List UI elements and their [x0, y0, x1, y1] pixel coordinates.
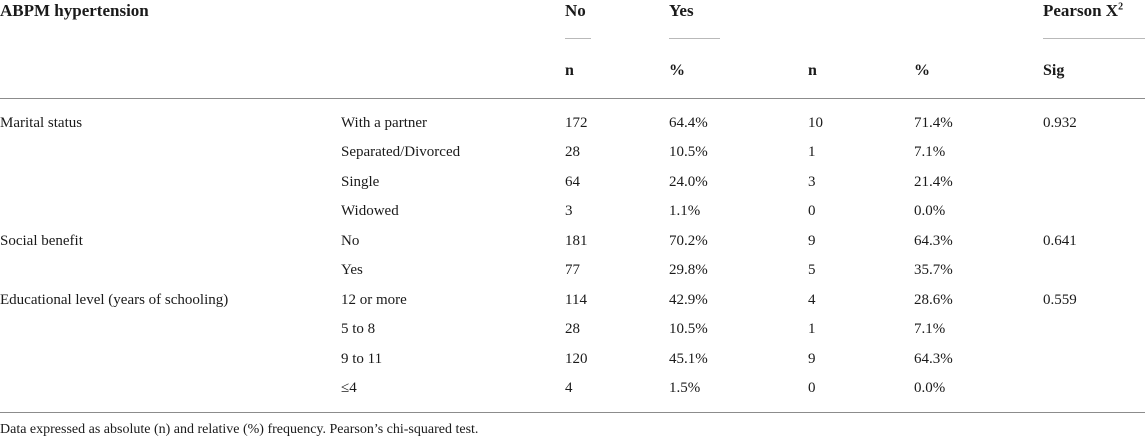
row-sig: 0.932 — [1043, 115, 1077, 131]
subheader-n-yes: n — [808, 62, 817, 79]
row-sig: 0.641 — [1043, 233, 1077, 249]
table-bottom-rule — [0, 412, 1145, 413]
row-sig: 0.559 — [1043, 292, 1077, 308]
row-n-no: 172 — [565, 115, 588, 131]
row-n-no: 28 — [565, 321, 580, 337]
row-pct-no: 70.2% — [669, 233, 708, 249]
row-n-no: 77 — [565, 262, 580, 278]
row-subcategory: Widowed — [341, 203, 399, 219]
row-n-yes: 0 — [808, 380, 816, 396]
row-subcategory: No — [341, 233, 360, 249]
row-n-no: 120 — [565, 351, 588, 367]
row-pct-yes: 64.3% — [914, 233, 953, 249]
row-n-yes: 1 — [808, 321, 816, 337]
header-pearson-sup: 2 — [1118, 1, 1124, 13]
header-yes-underline — [669, 38, 720, 39]
row-n-yes: 10 — [808, 115, 823, 131]
row-pct-yes: 28.6% — [914, 292, 953, 308]
row-pct-no: 24.0% — [669, 174, 708, 190]
row-pct-yes: 64.3% — [914, 351, 953, 367]
row-subcategory: 12 or more — [341, 292, 407, 308]
table-footnote: Data expressed as absolute (n) and relative (%) frequency. Pearson’s chi-squared test. — [0, 422, 479, 437]
row-subcategory: Yes — [341, 262, 363, 278]
row-n-yes: 9 — [808, 233, 816, 249]
header-no: No — [565, 1, 586, 20]
row-pct-yes: 0.0% — [914, 203, 946, 219]
header-pearson — [1043, 2, 1123, 20]
row-subcategory: 5 to 8 — [341, 321, 376, 337]
row-n-yes: 4 — [808, 292, 816, 308]
row-subcategory: 9 to 11 — [341, 351, 383, 367]
row-pct-yes: 7.1% — [914, 321, 946, 337]
row-pct-no: 10.5% — [669, 321, 708, 337]
row-pct-no: 1.1% — [669, 203, 701, 219]
row-pct-yes: 0.0% — [914, 380, 946, 396]
row-pct-no: 29.8% — [669, 262, 708, 278]
row-n-no: 181 — [565, 233, 588, 249]
row-pct-yes: 71.4% — [914, 115, 953, 131]
row-pct-no: 64.4% — [669, 115, 708, 131]
row-pct-yes: 35.7% — [914, 262, 953, 278]
row-n-yes: 5 — [808, 262, 816, 278]
row-subcategory: With a partner — [341, 115, 428, 131]
table-title: ABPM hypertension — [0, 1, 149, 20]
row-n-no: 114 — [565, 292, 587, 308]
row-category: Marital status — [0, 115, 83, 131]
header-yes: Yes — [669, 1, 694, 20]
row-n-no: 4 — [565, 380, 573, 396]
row-pct-yes: 7.1% — [914, 144, 946, 160]
row-n-no: 28 — [565, 144, 580, 160]
row-n-yes: 0 — [808, 203, 816, 219]
row-n-yes: 1 — [808, 144, 816, 160]
row-subcategory: Separated/Divorced — [341, 144, 461, 160]
subheader-sig: Sig — [1043, 62, 1065, 79]
row-subcategory: ≤4 — [341, 380, 357, 396]
row-pct-no: 10.5% — [669, 144, 708, 160]
header-pearson-underline — [1043, 38, 1145, 39]
row-n-yes: 3 — [808, 174, 816, 190]
row-n-yes: 9 — [808, 351, 816, 367]
header-no-underline — [565, 38, 591, 39]
row-n-no: 3 — [565, 203, 573, 219]
row-category: Social benefit — [0, 233, 83, 249]
header-divider — [0, 98, 1145, 99]
row-subcategory: Single — [341, 174, 380, 190]
row-pct-no: 45.1% — [669, 351, 708, 367]
row-pct-yes: 21.4% — [914, 174, 953, 190]
subheader-pct-no: % — [669, 62, 685, 79]
row-pct-no: 1.5% — [669, 380, 701, 396]
header-pearson-label: Pearson X — [1043, 1, 1119, 20]
row-category: Educational level (years of schooling) — [0, 292, 229, 308]
row-n-no: 64 — [565, 174, 580, 190]
subheader-n-no: n — [565, 62, 574, 79]
row-pct-no: 42.9% — [669, 292, 708, 308]
subheader-pct-yes: % — [914, 62, 930, 79]
